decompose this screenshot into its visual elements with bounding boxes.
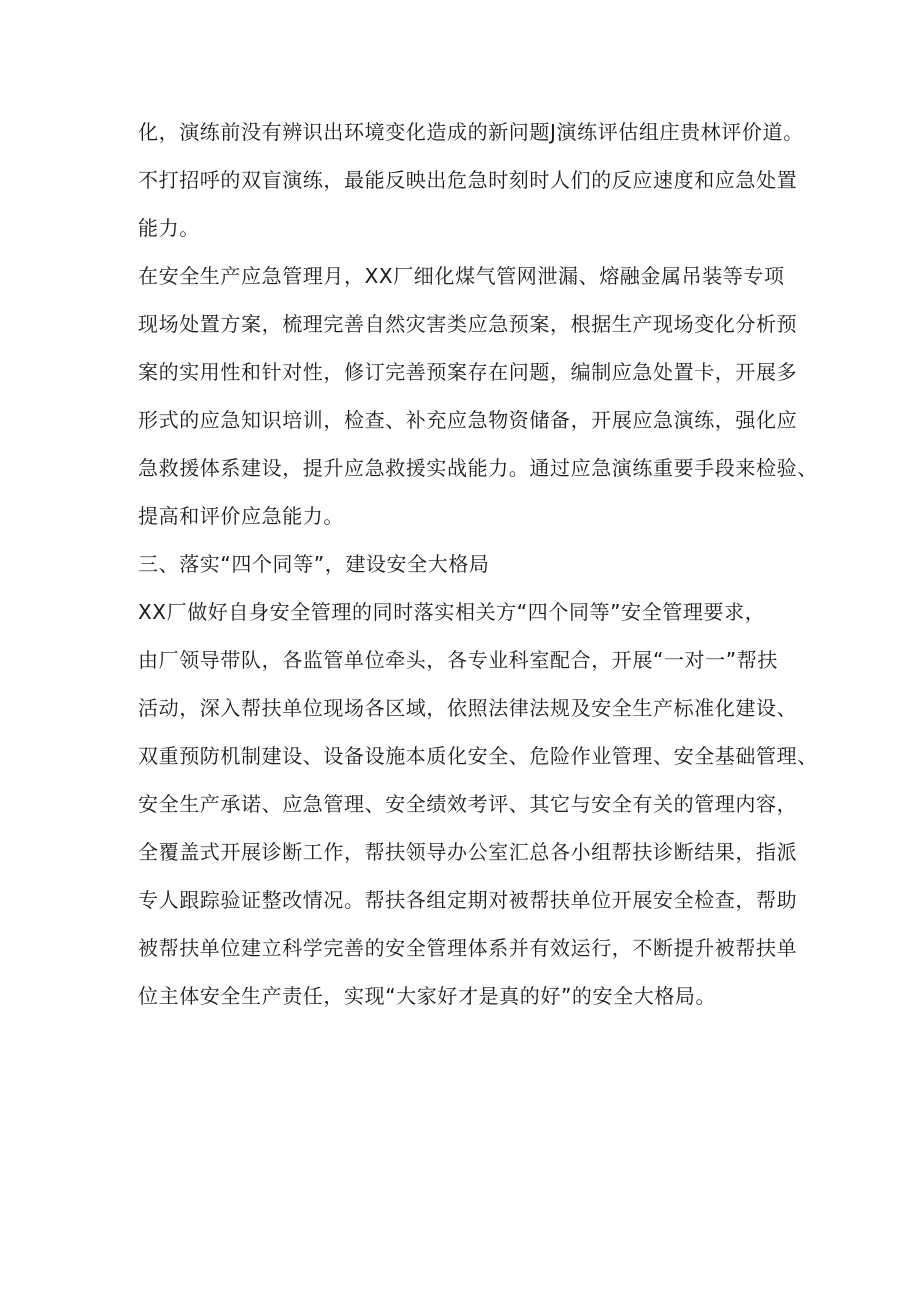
text-line-7: 形式的应急知识培训，检查、补充应急物资储备，开展应急演练，强化应 (138, 408, 798, 432)
text-line-14: 双重预防机制建设、设备设施本质化安全、危险作业管理、安全基础管理、 (138, 744, 818, 768)
text-line-2: 不打招呼的双盲演练，最能反映出危急时刻时人们的反应速度和应急处置 (138, 168, 798, 192)
text-line-6: 案的实用性和针对性，修订完善预案存在问题，编制应急处置卡，开展多 (138, 360, 798, 384)
text-line-15: 安全生产承诺、应急管理、安全绩效考评、其它与安全有关的管理内容， (138, 792, 798, 816)
text-line-11: XX厂做好自身安全管理的同时落实相关方“四个同等”安全管理要求， (138, 600, 766, 624)
text-line-16: 全覆盖式开展诊断工作，帮扶领导办公室汇总各小组帮扶诊断结果，指派 (138, 840, 798, 864)
text-line-18: 被帮扶单位建立科学完善的安全管理体系并有效运行，不断提升被帮扶单 (138, 936, 798, 960)
text-line-8: 急救援体系建设，提升应急救援实战能力。通过应急演练重要手段来检验、 (138, 456, 818, 480)
section-heading: 三、落实“四个同等”，建设安全大格局 (138, 552, 490, 576)
text-line-4: 在安全生产应急管理月，XX厂细化煤气管网泄漏、熔融金属吊装等专项 (138, 264, 785, 288)
text-line-13: 活动，深入帮扶单位现场各区域，依照法律法规及安全生产标准化建设、 (138, 696, 798, 720)
text-line-17: 专人跟踪验证整改情况。帮扶各组定期对被帮扶单位开展安全检查，帮助 (138, 888, 798, 912)
text-line-9: 提高和评价应急能力。 (138, 504, 344, 528)
text-line-3: 能力。 (138, 216, 200, 240)
text-line-1: 化，演练前没有辨识出环境变化造成的新问题J演练评估组庄贵林评价道。 (138, 120, 804, 144)
text-line-5: 现场处置方案，梳理完善自然灾害类应急预案，根据生产现场变化分析预 (138, 312, 798, 336)
text-line-19: 位主体安全生产责任，实现“大家好才是真的好”的安全大格局。 (138, 984, 717, 1008)
text-line-12: 由厂领导带队，各监管单位牵头，各专业科室配合，开展“一对一”帮扶 (138, 648, 778, 672)
